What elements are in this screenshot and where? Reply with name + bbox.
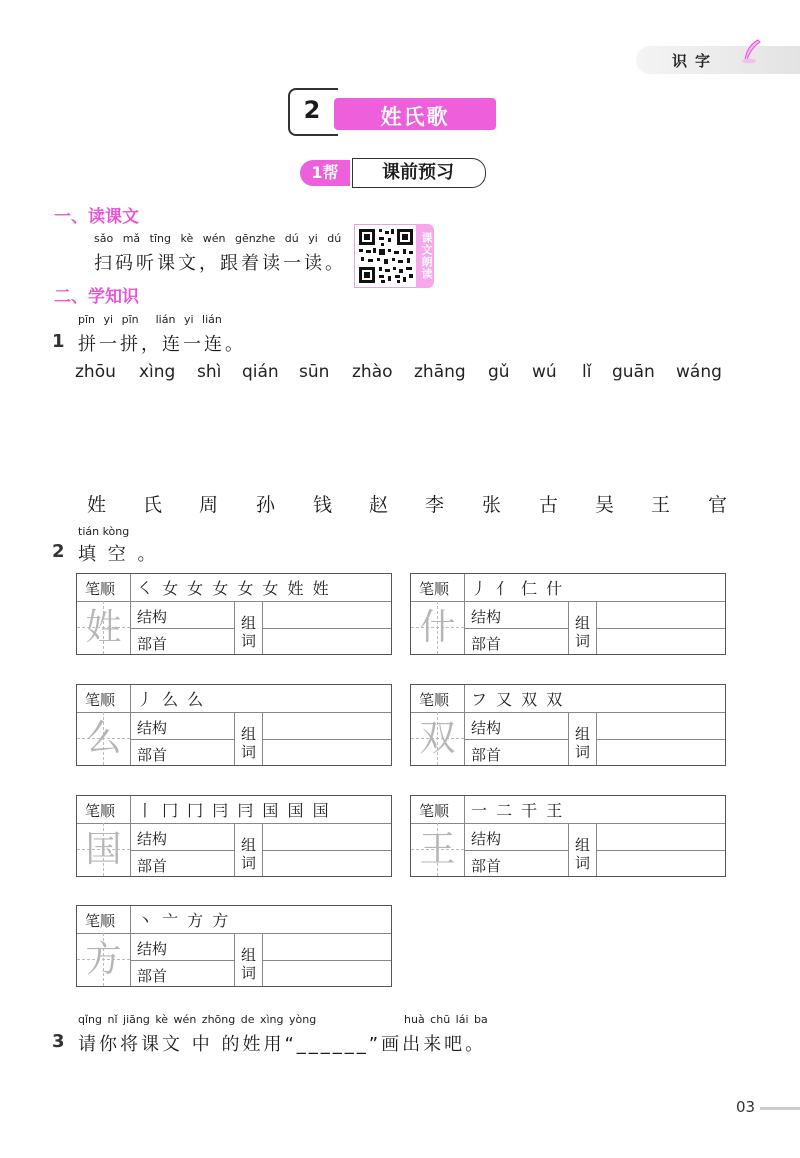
ci-label: 词: [241, 854, 257, 872]
ci-label: 词: [575, 854, 591, 872]
q3-pinyin-b: huà chū lái ba: [404, 1013, 488, 1026]
read-instruction: 扫码听课文，跟着读一读。: [94, 253, 346, 274]
syllable[interactable]: lǐ: [582, 362, 592, 382]
section-heading-learn: 二、学知识: [54, 287, 139, 307]
divider: [130, 739, 234, 740]
q3-text: 请你将课文 中 的姓用“______”画出来吧。: [78, 1034, 487, 1055]
stroke-order-label: 笔顺: [419, 691, 450, 709]
structure-answer-field[interactable]: [181, 603, 233, 626]
divider: [568, 601, 569, 654]
ci-label: 词: [241, 632, 257, 650]
character[interactable]: 赵: [369, 494, 389, 516]
zu-label: 组: [241, 725, 257, 743]
character[interactable]: 古: [539, 494, 559, 516]
stroke-sequence: 丿 么 么: [137, 690, 206, 709]
model-character: 方: [85, 939, 122, 980]
zu-label: 组: [575, 836, 591, 854]
stroke-grid: [76, 795, 392, 877]
stroke-grid: [410, 684, 726, 766]
word-answer-field[interactable]: [264, 825, 390, 848]
stroke-grid: [410, 573, 726, 655]
divider: [568, 712, 569, 765]
model-character: 双: [419, 718, 456, 759]
syllable[interactable]: qián: [242, 362, 279, 382]
divider: [596, 739, 725, 740]
character[interactable]: 氏: [143, 494, 163, 516]
word-answer-field[interactable]: [264, 630, 390, 653]
syllable[interactable]: zhōu: [75, 362, 116, 382]
divider: [464, 739, 568, 740]
character[interactable]: 王: [651, 494, 671, 516]
stroke-grid: [76, 905, 392, 987]
divider: [596, 628, 725, 629]
structure-label: 结构: [471, 830, 502, 848]
divider: [130, 796, 131, 823]
stroke-grid: [410, 795, 726, 877]
structure-label: 结构: [137, 940, 168, 958]
divider: [568, 823, 569, 876]
pinyin-line: sǎo mǎ tīng kè wén gēnzhe dú yi dú: [94, 232, 342, 245]
radical-answer-field[interactable]: [181, 630, 233, 653]
stroke-sequence: ㇛ 女 女 女 女 女 姓 姓: [137, 579, 331, 598]
page-bar: [760, 1107, 800, 1110]
stroke-order-label: 笔顺: [85, 691, 116, 709]
divider: [262, 628, 391, 629]
structure-label: 结构: [137, 719, 168, 737]
lesson-number: 2: [303, 96, 321, 124]
section-badge: 1帮: [300, 160, 350, 186]
syllable[interactable]: shì: [197, 362, 222, 382]
syllable[interactable]: xìng: [139, 362, 176, 382]
radical-label: 部首: [137, 857, 168, 875]
q2-text: 填 空 。: [78, 544, 159, 565]
character[interactable]: 张: [482, 494, 502, 516]
syllable[interactable]: gǔ: [488, 362, 510, 382]
stroke-sequence: 丿 亻 仁 什: [471, 579, 565, 598]
character[interactable]: 李: [425, 494, 445, 516]
structure-label: 结构: [137, 608, 168, 626]
model-character: 么: [85, 718, 122, 759]
divider: [464, 685, 465, 712]
divider: [130, 960, 234, 961]
structure-answer-field[interactable]: [181, 825, 233, 848]
structure-answer-field[interactable]: [515, 825, 567, 848]
divider: [464, 796, 465, 823]
divider: [464, 574, 465, 601]
word-answer-field[interactable]: [264, 741, 390, 764]
structure-label: 结构: [471, 719, 502, 737]
radical-label: 部首: [471, 746, 502, 764]
character[interactable]: 孙: [256, 494, 276, 516]
stroke-grid: [76, 573, 392, 655]
character-row: [0, 490, 800, 518]
structure-label: 结构: [137, 830, 168, 848]
divider: [130, 574, 131, 601]
model-character: 国: [85, 829, 122, 870]
structure-answer-field[interactable]: [181, 714, 233, 737]
divider: [130, 850, 234, 851]
divider: [262, 850, 391, 851]
divider: [464, 850, 568, 851]
syllable[interactable]: wú: [532, 362, 557, 382]
syllable[interactable]: zhào: [352, 362, 393, 382]
radical-answer-field[interactable]: [515, 630, 567, 653]
page-number: 03: [736, 1098, 756, 1116]
feather-icon: [740, 38, 764, 64]
word-answer-field[interactable]: [598, 825, 724, 848]
q1-text: 拼一拼，连一连。: [78, 334, 246, 355]
syllable[interactable]: wáng: [676, 362, 722, 382]
stroke-sequence: 丨 冂 冂 冃 冃 国 国 国: [137, 801, 331, 820]
stroke-order-label: 笔顺: [85, 912, 116, 930]
radical-label: 部首: [137, 967, 168, 985]
q2-pinyin: tián kòng: [78, 525, 130, 538]
lesson-title: 姓氏歌: [380, 105, 450, 129]
divider: [234, 712, 235, 765]
word-answer-field[interactable]: [598, 714, 724, 737]
model-character: 王: [419, 829, 456, 870]
q2-number: 2: [52, 541, 65, 562]
stroke-sequence: 丶 亠 方 方: [137, 911, 231, 930]
syllable[interactable]: zhāng: [414, 362, 466, 382]
ci-label: 词: [575, 632, 591, 650]
radical-answer-field[interactable]: [181, 741, 233, 764]
ci-label: 词: [575, 743, 591, 761]
divider: [130, 906, 131, 933]
structure-answer-field[interactable]: [515, 714, 567, 737]
grid-header: [411, 685, 725, 713]
q3-pinyin-a: qǐng nǐ jiāng kè wén zhōng de xìng yòng: [78, 1013, 317, 1026]
divider: [130, 628, 234, 629]
stroke-sequence: フ 又 双 双: [471, 690, 565, 709]
word-answer-field[interactable]: [598, 603, 724, 626]
unit-label: 识字: [672, 52, 719, 70]
radical-answer-field[interactable]: [181, 852, 233, 875]
stroke-sequence: 一 二 干 王: [471, 801, 565, 820]
word-answer-field[interactable]: [264, 714, 390, 737]
divider: [464, 628, 568, 629]
structure-answer-field[interactable]: [515, 603, 567, 626]
character[interactable]: 吴: [595, 494, 615, 516]
divider: [262, 960, 391, 961]
grid-header: [411, 796, 725, 824]
syllable[interactable]: guān: [612, 362, 655, 382]
radical-answer-field[interactable]: [515, 741, 567, 764]
stroke-order-label: 笔顺: [85, 580, 116, 598]
grid-header: [411, 574, 725, 602]
divider: [262, 739, 391, 740]
q1-number: 1: [52, 331, 65, 352]
radical-label: 部首: [137, 746, 168, 764]
character[interactable]: 官: [708, 494, 728, 516]
stroke-order-label: 笔顺: [419, 580, 450, 598]
radical-label: 部首: [137, 635, 168, 653]
radical-answer-field[interactable]: [181, 962, 233, 985]
divider: [234, 823, 235, 876]
divider: [234, 933, 235, 986]
divider: [596, 850, 725, 851]
stroke-order-label: 笔顺: [85, 802, 116, 820]
zu-label: 组: [575, 614, 591, 632]
zu-label: 组: [575, 725, 591, 743]
zu-label: 组: [241, 614, 257, 632]
character[interactable]: 钱: [313, 494, 333, 516]
qr-label: 课文朗读: [416, 224, 434, 288]
model-character: 什: [419, 607, 456, 648]
word-answer-field[interactable]: [264, 962, 390, 985]
radical-label: 部首: [471, 857, 502, 875]
grid-header: [77, 906, 391, 934]
radical-answer-field[interactable]: [515, 852, 567, 875]
answer-blank[interactable]: ______: [296, 1034, 369, 1055]
stroke-grid: [76, 684, 392, 766]
qr-code[interactable]: [354, 224, 418, 288]
grid-header: [77, 685, 391, 713]
q1-pinyin: pīn yi pīn lián yi lián: [78, 313, 222, 326]
word-answer-field[interactable]: [264, 603, 390, 626]
radical-label: 部首: [471, 635, 502, 653]
divider: [130, 685, 131, 712]
word-answer-field[interactable]: [598, 741, 724, 764]
section-heading-read: 一、读课文: [54, 207, 139, 227]
structure-label: 结构: [471, 608, 502, 626]
character[interactable]: 周: [199, 494, 219, 516]
stroke-order-label: 笔顺: [419, 802, 450, 820]
word-answer-field[interactable]: [264, 852, 390, 875]
character[interactable]: 姓: [87, 494, 107, 516]
word-answer-field[interactable]: [264, 935, 390, 958]
word-answer-field[interactable]: [598, 852, 724, 875]
ci-label: 词: [241, 964, 257, 982]
q3-number: 3: [52, 1031, 65, 1052]
ci-label: 词: [241, 743, 257, 761]
section-badge-title: 课前预习: [382, 162, 454, 183]
zu-label: 组: [241, 836, 257, 854]
syllable[interactable]: sūn: [299, 362, 330, 382]
structure-answer-field[interactable]: [181, 935, 233, 958]
zu-label: 组: [241, 946, 257, 964]
word-answer-field[interactable]: [598, 630, 724, 653]
syllable-row: [0, 362, 800, 386]
model-character: 姓: [85, 607, 122, 648]
divider: [234, 601, 235, 654]
